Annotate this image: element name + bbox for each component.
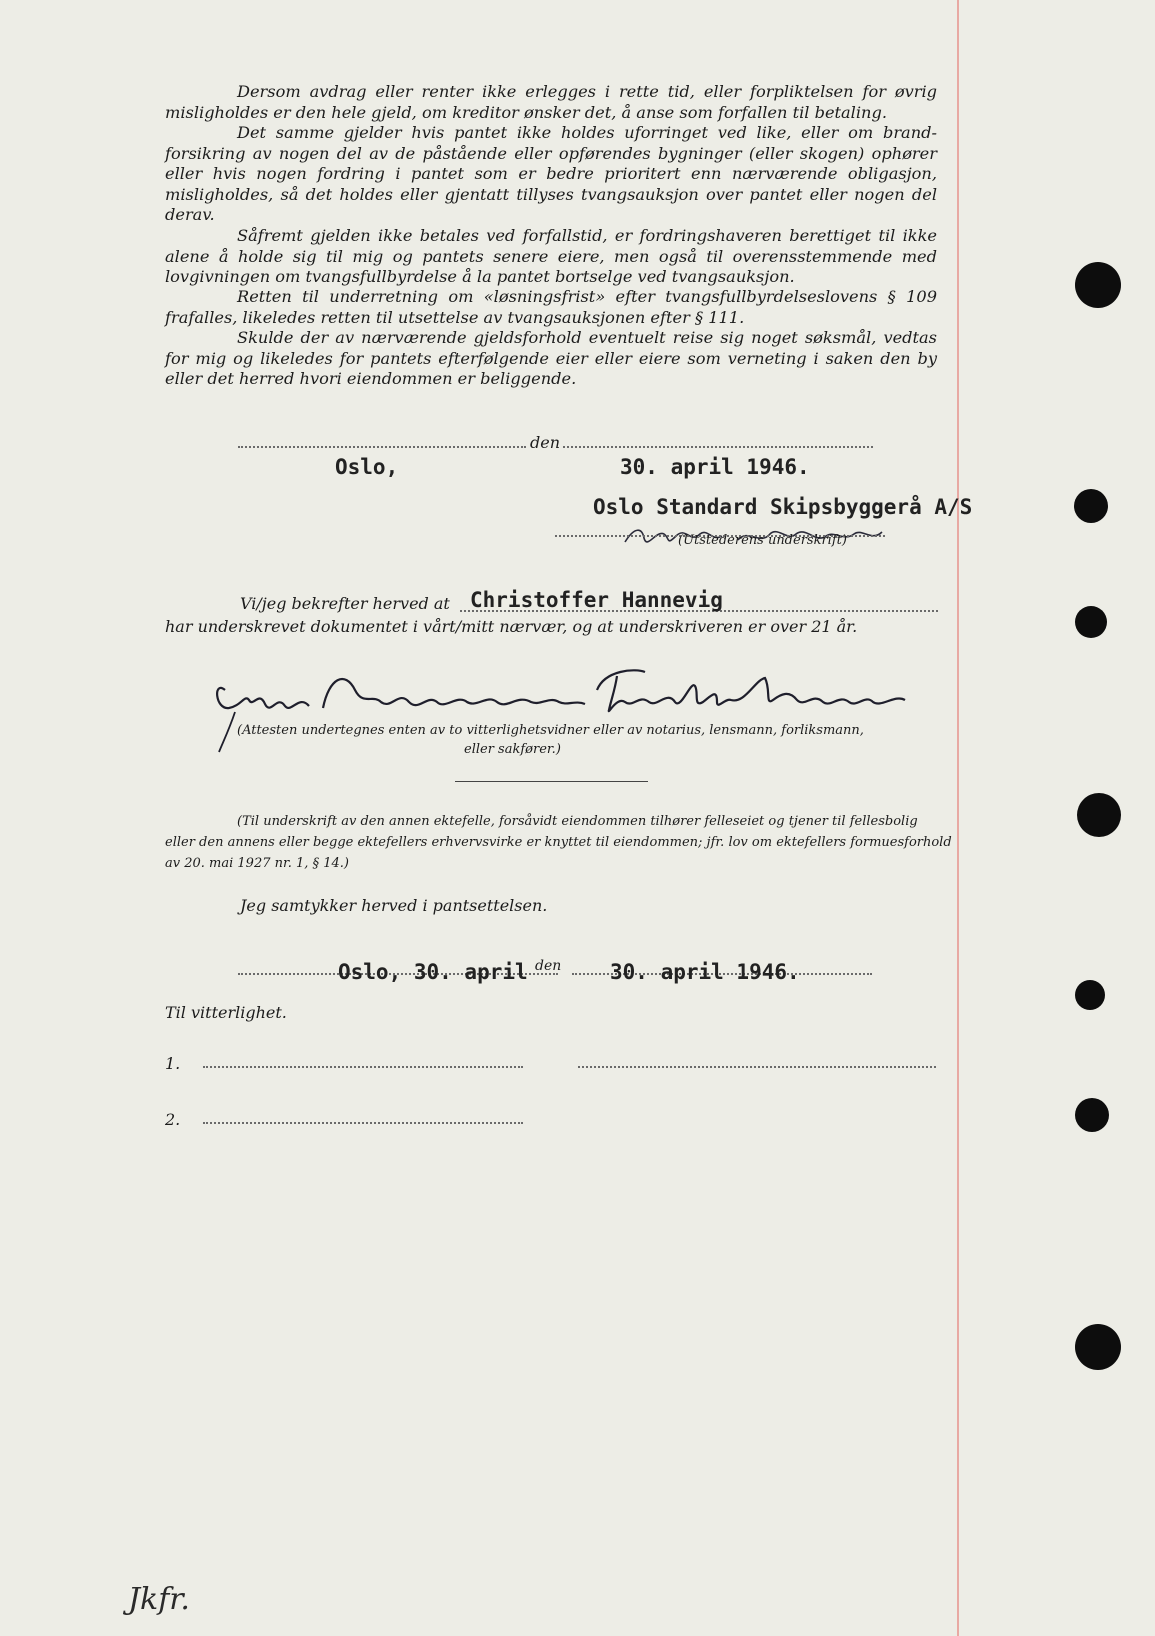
punch-hole [1075,980,1105,1010]
witness-note-line1: (Attesten undertegnes enten av to vitterlighetsvidner eller av notarius, lensmann, forliksmann, [237,723,864,738]
date-typed: 30. april 1946. [620,455,810,479]
clause-enforcement: Såfremt gjelden ikke betales ved forfallstid, er fordringshaveren berettiget til ikke alene å holde sig til mig og pantets senere eiere, men også til overensstemmende med lovgivningen om tvangsfullbyrdelse å la pantet bortselge ved tvangsauksjon. [165,226,937,286]
spouse-note-line2: eller den annens eller begge ektefellers erhvervsvirke er knyttet til eiendommen; jfr. lov om ektefellers formuesforhold [165,835,952,850]
clause-insurance: Det samme gjelder hvis pantet ikke holdes uforringet ved like, eller om brandforsikring av nogen del av de påstående eller opførendes bygninger (eller skogen) ophører eller hvis nogen fordring i pantet som er bedre prioritert enn nærværende obligasjon, misligholdes, så det holdes eller gjentatt tillyses tvangsauksjon over pantet eller nogen del derav. [165,123,937,224]
witness-name: Christoffer Hannevig [470,588,723,612]
clause-venue: Skulde der av nærværende gjeldsforhold eventuelt reise sig noget søksmål, vedtas for mig og likeledes for pantets efterfølgende eier eller eiere som verneting i saken den by eller det herred hvori eiendommen er beliggende. [165,328,937,388]
punch-hole [1074,489,1108,523]
attestation-label: Til vitterlighet. [165,1003,287,1022]
den-label: den [530,433,561,452]
witness-prefix: Vi/jeg bekrefter herved at [240,594,450,613]
punch-hole [1077,793,1121,837]
witness-statement: har underskrevet dokumentet i vårt/mitt nærvær, og at underskriveren er over 21 år. [165,617,858,636]
spouse-note-line1: (Til underskrift av den annen ektefelle, forsåvidt eiendommen tilhører felleseiet og tjener til fellesbolig [237,814,918,829]
margin-note: Jkfr. [128,1582,190,1617]
issuer-signature-caption: (Utstederens underskrift) [678,533,847,548]
witness-note-line2: eller sakfører.) [464,742,561,757]
clause-notice: Retten til underretning om «løsningsfrist» efter tvangsfullbyrdelseslovens § 109 frafalles, likeledes retten til utsettelse av tvangsauksjonen efter § 111. [165,287,937,327]
date-typed-2: 30. april 1946. [610,960,800,984]
den-label-2: den [535,958,562,974]
punch-hole [1075,1324,1121,1370]
clause-default: Dersom avdrag eller renter ikke erlegges i rette tid, eller forpliktelsen for øvrig misligholdes er den hele gjeld, om kreditor ønsker det, å anse som forfallen til betaling. [165,82,937,122]
attestation-line-2 [203,1122,523,1124]
margin-rule [957,0,959,1636]
place-typed: Oslo, [335,455,399,479]
date-line [563,446,873,448]
punch-hole [1075,262,1121,308]
place-line [238,446,526,448]
spouse-consent: Jeg samtykker herved i pantsettelsen. [240,896,548,915]
issuer-company: Oslo Standard Skipsbyggerå A/S [593,495,973,519]
attestation-line-1a [203,1066,523,1068]
attestation-item-1: 1. [165,1054,181,1073]
separator [455,781,648,782]
witness-signatures [205,650,960,755]
place-date-typed-2: Oslo, 30. april [338,960,528,984]
punch-hole [1075,1098,1109,1132]
attestation-item-2: 2. [165,1110,181,1129]
attestation-line-1b [578,1066,936,1068]
spouse-note-line3: av 20. mai 1927 nr. 1, § 14.) [165,856,349,871]
punch-hole [1075,606,1107,638]
